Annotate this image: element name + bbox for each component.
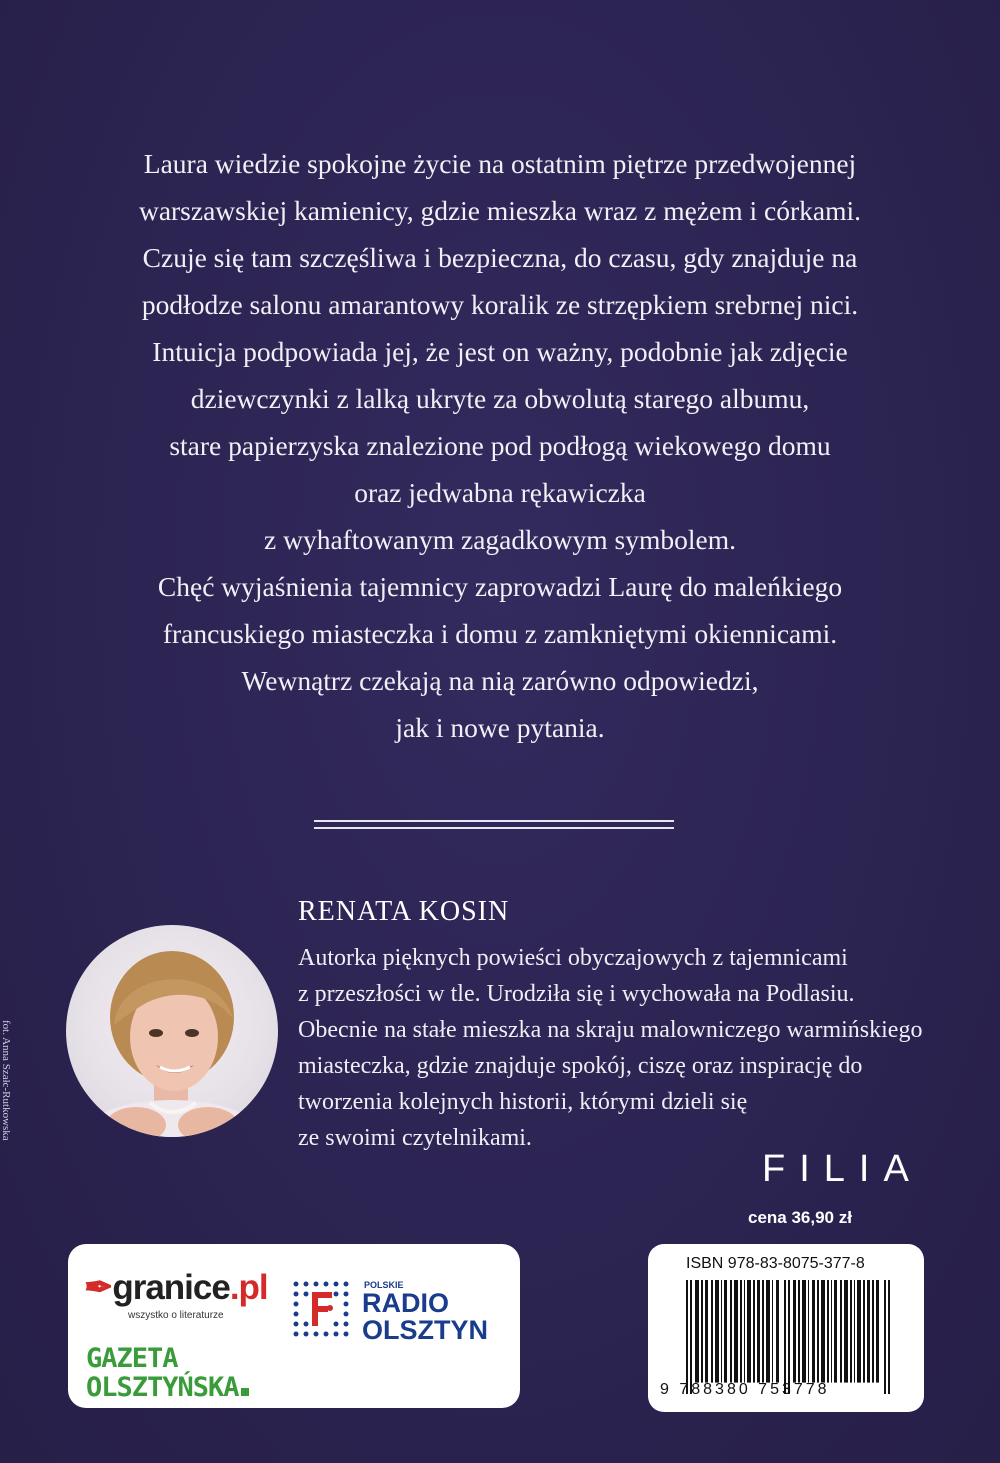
isbn-label: ISBN 978-83-8075-377-8	[686, 1255, 865, 1272]
author-bio	[298, 940, 958, 1156]
author-name: RENATA KOSIN	[298, 896, 510, 927]
blurb-line: jak i nowe pytania.	[395, 712, 605, 743]
bio-line: Obecnie na stałe mieszka na skraju malowniczego warmińskiego	[298, 1017, 923, 1043]
gazeta-logo	[86, 1344, 249, 1402]
radio-line-1: RADIO	[362, 1288, 449, 1318]
blurb-line: Laura wiedzie spokojne życie na ostatnim piętrze przedwojennej	[143, 148, 857, 179]
blurb-line: podłodze salonu amarantowy koralik ze strzępkiem srebrnej nici.	[141, 289, 859, 320]
blurb-line: Czuje się tam szczęśliwa i bezpieczna, do czasu, gdy znajduje na	[142, 242, 858, 273]
blurb-line: warszawskiej kamienicy, gdzie mieszka wraz z mężem i córkami.	[138, 195, 862, 226]
gazeta-line-2: OLSZTYŃSKA	[86, 1372, 239, 1403]
blurb-line: dziewczynki z lalką ukryte za obwolutą starego albumu,	[190, 383, 810, 414]
gazeta-line-1: GAZETA	[86, 1343, 178, 1374]
radio-dots-icon	[290, 1278, 352, 1340]
barcode-icon	[686, 1280, 890, 1394]
barcode-digits: 9 788380 753778	[660, 1381, 830, 1398]
author-portrait-illustration	[66, 925, 278, 1137]
quill-icon: ✒	[84, 1268, 113, 1307]
bio-line: miasteczka, gdzie znajduje spokój, ciszę oraz inspirację do	[298, 1053, 863, 1079]
bio-line: tworzenia kolejnych historii, którymi dzieli się	[298, 1089, 748, 1115]
bio-line: Autorka pięknych powieści obyczajowych z tajemnicami	[298, 945, 848, 971]
radio-label-small: POLSKIE	[364, 1280, 404, 1290]
granice-tagline: wszystko o literaturze	[128, 1310, 224, 1321]
bio-line: ze swoimi czytelnikami.	[298, 1125, 532, 1151]
granice-logo	[84, 1268, 268, 1308]
media-partners-panel	[68, 1244, 520, 1408]
publisher-logo: FILIA	[762, 1148, 923, 1190]
price-label: cena 36,90 zł	[748, 1208, 852, 1227]
blurb-line: francuskiego miasteczka i domu z zamkniętymi okiennicami.	[162, 618, 838, 649]
photo-credit: fot. Anna Szałc-Rutkowska	[0, 1020, 12, 1141]
blurb-line: Chęć wyjaśnienia tajemnicy zaprowadzi Laurę do maleńkiego	[157, 571, 843, 602]
bio-line: z przeszłości w tle. Urodziła się i wychowała na Podlasiu.	[298, 981, 855, 1007]
book-blurb	[60, 140, 940, 751]
radio-line-2: OLSZTYN	[362, 1315, 488, 1345]
granice-name: granice	[112, 1268, 230, 1307]
blurb-line: Intuicja podpowiada jej, że jest on ważny, podobnie jak zdjęcie	[152, 336, 848, 367]
blurb-line: stare papierzyska znalezione pod podłogą wiekowego domu	[169, 430, 831, 461]
granice-tld: .pl	[229, 1268, 268, 1307]
blurb-line: Wewnątrz czekają na nią zarówno odpowiedzi,	[241, 665, 759, 696]
author-photo	[66, 925, 278, 1137]
blurb-line: oraz jedwabna rękawiczka	[354, 477, 646, 508]
radio-logo-text	[362, 1290, 488, 1344]
gazeta-dot-icon	[241, 1388, 249, 1396]
blurb-line: z wyhaftowanym zagadkowym symbolem.	[264, 524, 736, 555]
isbn-panel	[648, 1244, 924, 1412]
double-rule-divider	[314, 820, 674, 829]
